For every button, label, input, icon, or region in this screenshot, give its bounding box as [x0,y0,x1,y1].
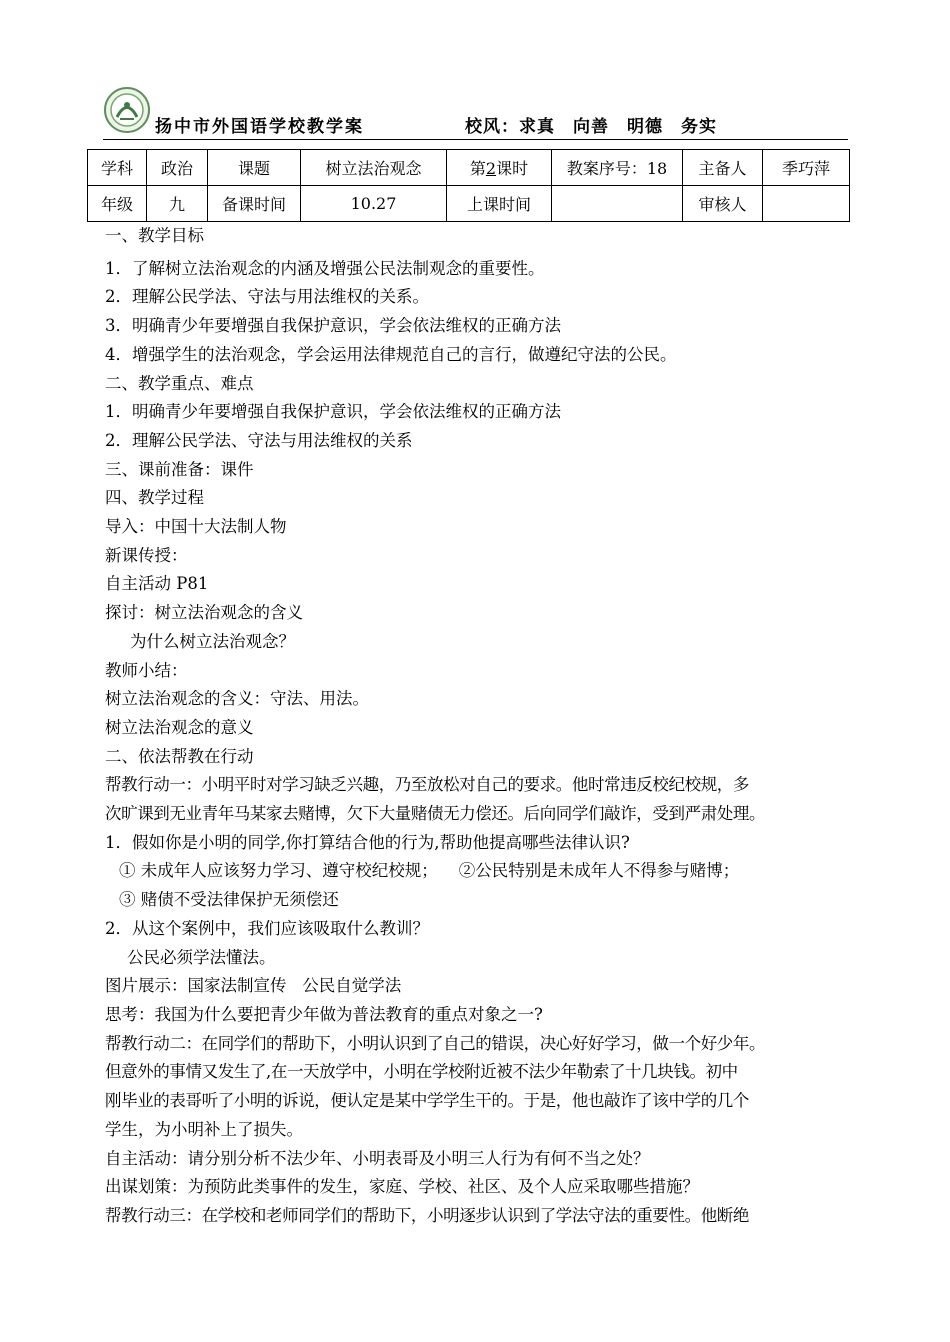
lesson-prefix: 第 [469,159,486,178]
motto-word: 向善 [573,117,609,137]
school-motto [465,112,717,137]
motto-label: 校风： [465,117,519,137]
section-heading: 三、课前准备：课件 [105,459,254,479]
objective-item: 1．了解树立法治观念的内涵及增强公民法制观念的重要性。 [105,258,545,278]
lead-value: 季巧萍 [763,150,850,186]
content-line: 新课传授： [105,545,188,565]
grade-label: 年级 [88,186,147,222]
content-line: 思考：我国为什么要把青少年做为普法教育的重点对象之一? [105,1004,543,1024]
objective-item: 4．增强学生的法治观念，学会运用法律规范自己的言行，做遵纪守法的公民。 [105,344,677,364]
keypoint-item: 2．理解公民学法、守法与用法维权的关系 [105,430,413,450]
motto-word: 务实 [681,117,717,137]
lesson-number [447,150,552,186]
reviewer-label: 审核人 [683,186,763,222]
content-line: 学生，为小明补上了损失。 [105,1119,303,1139]
lead-label: 主备人 [683,150,763,186]
lesson-suffix: 课时 [496,159,529,178]
topic-value: 树立法治观念 [301,150,447,186]
prep-time-value: 10.27 [301,186,447,222]
content-line: 教师小结： [105,660,188,680]
content-line: 刚毕业的表哥听了小明的诉说，便认定是某中学学生干的。于是，他也敲诈了该中学的几个 [105,1091,750,1111]
header-divider [103,139,848,140]
section-heading: 一、教学目标 [105,226,204,245]
section-heading: 二、教学重点、难点 [105,373,254,393]
prep-time-label: 备课时间 [208,186,301,222]
topic-label: 课题 [208,150,301,186]
lesson-content [105,222,853,1231]
objective-item: 3．明确青少年要增强自我保护意识，学会依法维权的正确方法 [105,316,561,336]
content-line: 出谋划策：为预防此类事件的发生，家庭、学校、社区、及个人应采取哪些措施？ [105,1177,699,1197]
content-line: 帮教行动一：小明平时对学习缺乏兴趣，乃至放松对自己的要求。他时常违反校纪校规，多 [105,775,750,795]
question-item: 1．假如你是小明的同学,你打算结合他的行为,帮助他提高哪些法律认识? [105,832,630,852]
motto-word: 明德 [627,117,663,137]
table-row [88,150,850,186]
page-header [103,86,848,140]
content-line: 次旷课到无业青年马某家去赌博，欠下大量赌债无力偿还。后向同学们敲诈，受到严肃处理。 [105,804,766,824]
plan-number: 教案序号：18 [552,150,683,186]
content-line: 自主活动：请分别分析不法少年、小明表哥及小明三人行为有何不当之处？ [105,1148,650,1168]
class-time-label: 上课时间 [447,186,552,222]
lesson-info-table [87,149,850,222]
motto-word: 求真 [519,117,555,137]
content-line: 图片展示：国家法制宣传 公民自觉学法 [105,976,402,996]
grade-value: 九 [147,186,208,222]
school-logo-icon [103,86,151,134]
content-line: 自主活动 P81 [105,574,209,594]
question-item: 2．从这个案例中，我们应该吸取什么教训？ [105,918,429,938]
lesson-num: 2 [485,159,497,178]
keypoint-item: 1．明确青少年要增强自我保护意识，学会依法维权的正确方法 [105,402,561,422]
reviewer-value [763,186,850,222]
answer-item: ① 未成年人应该努力学习、遵守校纪校规； ②公民特别是未成年人不得参与赌博； [119,861,740,881]
subject-label: 学科 [88,150,147,186]
answer-item: ③ 赌债不受法律保护无须偿还 [119,890,339,910]
content-line: 树立法治观念的含义：守法、用法。 [105,689,369,709]
answer-item: 公民必须学法懂法。 [127,947,276,967]
content-line: 帮教行动二：在同学们的帮助下，小明认识到了自己的错误，决心好好学习，做一个好少年。 [105,1033,766,1053]
content-line: 探讨：树立法治观念的含义 [105,603,303,623]
school-name: 扬中市外国语学校教学案 [155,117,364,137]
section-heading: 四、教学过程 [105,488,204,508]
content-line: 导入：中国十大法制人物 [105,517,287,537]
content-line: 为什么树立法治观念？ [130,631,295,651]
content-line: 但意外的事情又发生了,在一天放学中，小明在学校附近被不法少年勒索了十几块钱。初中 [105,1062,738,1082]
table-row [88,186,850,222]
subject-value: 政治 [147,150,208,186]
objective-item: 2．理解公民学法、守法与用法维权的关系。 [105,287,429,307]
class-time-value [552,186,683,222]
content-line: 帮教行动三：在学校和老师同学们的帮助下，小明逐步认识到了学法守法的重要性。他断绝 [105,1205,750,1225]
content-line: 树立法治观念的意义 [105,717,254,737]
section-heading: 二、依法帮教在行动 [105,746,254,766]
